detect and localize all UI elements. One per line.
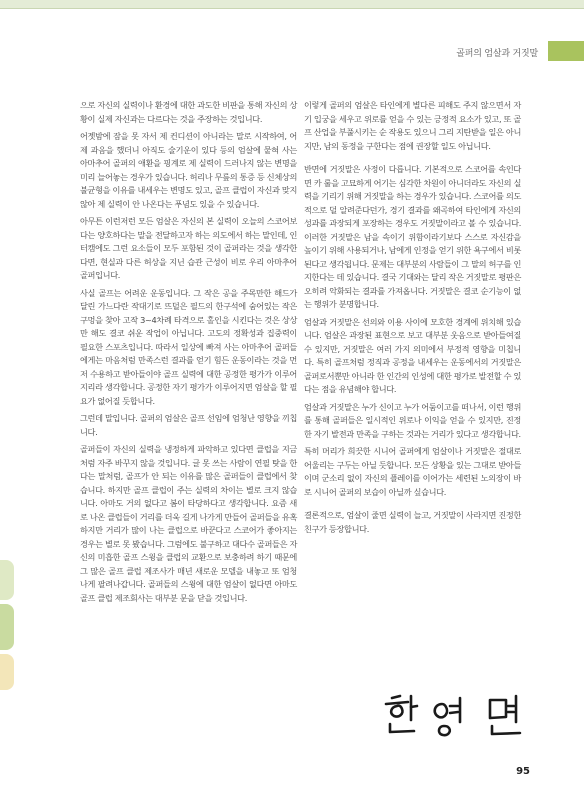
title-accent-tab [548,41,584,61]
paragraph: 아무튼 이런저런 모든 엄살은 자신의 본 실력이 오늘의 스코어보다는 양호하다는 말을 전달하고자 하는 의도에서 하는 말인데, 인터캠에도 그런 요소들이 모두 포함된 것이 골퍼라는 것을 생각한다면, 현실과 다른 허상을 지닌 습관 근성이 비로 우리 아마추어 골퍼입니다. [80,216,297,280]
paragraph: 그런데 말입니다. 골퍼의 엄살은 골프 선임에 엄청난 영향을 끼칩니다. [80,413,297,437]
running-title: 골퍼의 엄살과 거짓말 [456,49,538,59]
paragraph: 이렇게 골퍼의 엄살은 타인에게 별다른 피해도 주지 않으면서 자기 입궁을 세우고 위로를 얻을 수 있는 긍정적 요소가 있고, 또 골프 산업을 부풀시키는 순 작용도 있으니 그리 지탄받을 일은 아니지만, 남의 동정을 구한다는 점에 권장할 일도 아닙니다. [304,100,521,151]
paragraph: 결론적으로, 엄살이 줄면 실력이 늘고, 거짓말이 사라지면 진정한 친구가 등장합니다. [304,510,521,534]
left-edge-decoration [0,560,18,710]
paragraph: 특히 머리가 희끗한 시니어 골퍼에게 엄살이나 거짓말은 절대로 어울리는 구두는 아닐 듯합니다. 모든 상황을 있는 그대로 받아들이며 군소리 없이 자신의 플레이를 이어가는 세련된 노의장이 바로 시니어 골퍼의 보습이 아닐까 싶습니다. [304,446,521,497]
paragraph: 어젯밤에 잠을 못 자서 제 컨디션이 아니라는 말로 시작하여, 어제 과음을 했더니 아직도 술기운이 있다 등의 엄살에 뭍혀 사는 아마추어 골퍼의 애환을 핑계로 제 실력이 드러나지 않는 변명을 미리 늘어놓는 경우가 있습니다. 허리나 무릎의 통증 등 신체상의 불균형을 이유를 내세우는 변명도 있고, 골프 클럽이 자신과 맞지 않아 제 실력이 안 나온다는 푸념도 있을 수 있습니다. [80,131,297,209]
paragraph: 반면에 거짓말은 사정이 다릅니다. 기본적으로 스코어를 속인다면 카 룰을 고묘하게 어기는 심각한 차원이 아니더라도 자신의 실력을 기리기 위해 거짓말을 하는 경우가 있습니다. 스코어를 의도적으로 덜 알려준다던가, 경기 결과를 왜곡하여 타인에게 자신의 성과를 과장되게 포장하는 경우도 거짓말이라고 볼 수 있습니다. 이러한 거짓말은 남을 속이기 위함이라기보다 스스로 자신감을 높이기 위해 사용되거나, 남에게 인정을 얻기 위한 욕구에서 비롯된다고 생각됩니다. 문제는 대부분의 사람들이 그 말의 허구를 인지한다는 데 있습니다. 결국 기대와는 달리 작은 거짓말로 평판은 오히려 악화되는 결과를 가져옵니다. 거짓말은 결코 순기능이 없는 행위가 분명합니다. [304,164,521,309]
left-column [80,99,297,609]
author-signature [378,690,538,740]
top-rule [0,0,584,8]
page-number: 95 [516,766,530,777]
signature-drawing [378,690,538,740]
paragraph: 사실 골프는 어려운 운동입니다. 그 작은 공을 주목만한 해드가 달린 가느다란 작대기로 뜨덜은 필드의 한구석에 숨어있는 작은 구멍을 찾아 고작 3~4차례 타격으로 홀인을 시킨다는 것은 상상만 해도 결코 쉬운 작업이 아닙니다. 고도의 정확성과 집중력이 필요한 스포츠입니다. 따라서 일상에 빠져 사는 아마추어 골퍼들에게는 마음처럼 만족스런 결과를 얻기 힘든 운동이라는 것을 먼저 수용하고 받아들이야 골프 실력에 대한 공정한 평가가 이루어지리라 생각합니다. 공정한 자기 평가가 이루어지면 엄살을 할 필요가 없어질 듯합니다. [80,287,297,406]
right-column [304,99,521,540]
paragraph: 으로 자신의 실력이나 환경에 대한 과도한 비판을 통해 자신의 상황이 실제 자신과는 다르다는 것을 주장하는 것입니다. [80,100,297,124]
paragraph: 골퍼들이 자신의 실력을 냉정하게 파악하고 있다면 클럽을 지금처럼 자주 바꾸지 않을 것입니다. 글 못 쓰는 사람이 연필 탓을 한다는 말처럼, 골프가 안 되는 이유를 많은 골퍼들이 클럽에서 찾습니다. 하지만 골프 클럽이 주는 실력의 차이는 별로 크지 않습니다. 아마도 거의 없다고 봄이 타당하다고 생각합니다. 요즘 새로 나온 클럽들이 거리를 더욱 길게 나가게 만들어 골퍼들을 유혹하지만 거리가 많이 나는 클럽으로 바꾼다고 스코어가 좋아지는 경우는 별로 못 봤습니다. 그럼에도 불구하고 대다수 골퍼들은 자신의 미흡한 골프 스윙을 클럽의 교환으로 보충하려 하기 때문에 그 많은 골프 클럽 제조사가 매년 새로운 모델을 내놓고 또 엄청나게 팔려나갑니다. 골퍼들의 스윙에 대한 엄살이 없다면 아마도 골프 클럽 제조회사는 대부분 문을 닫을 것입니다. [80,444,297,603]
paragraph: 엄살과 거짓말은 선의와 이용 사이에 모호한 경계에 위치해 있습니다. 엄살은 과장된 표현으로 보고 대부분 웃음으로 받아들여질 수 있지만, 거짓말은 여러 가지 의미에서 부정적 영향을 미칩니다. 특히 골프처럼 정직과 공정을 내세우는 운동에서의 거짓말은 골퍼로서뿐만 아니라 한 인간의 인성에 대한 평가로 발전할 수 있다는 점을 유념해야 합니다. [304,316,521,394]
paragraph: 엄살과 거짓말은 누가 신이고 누가 어둠이고를 떠나서, 이런 행위를 통해 골퍼들은 일시적인 위로나 이익을 얻을 수 있지만, 진정한 자기 발전과 만족을 구하는 것과는 거리가 있다고 생각합니다. [304,401,521,439]
